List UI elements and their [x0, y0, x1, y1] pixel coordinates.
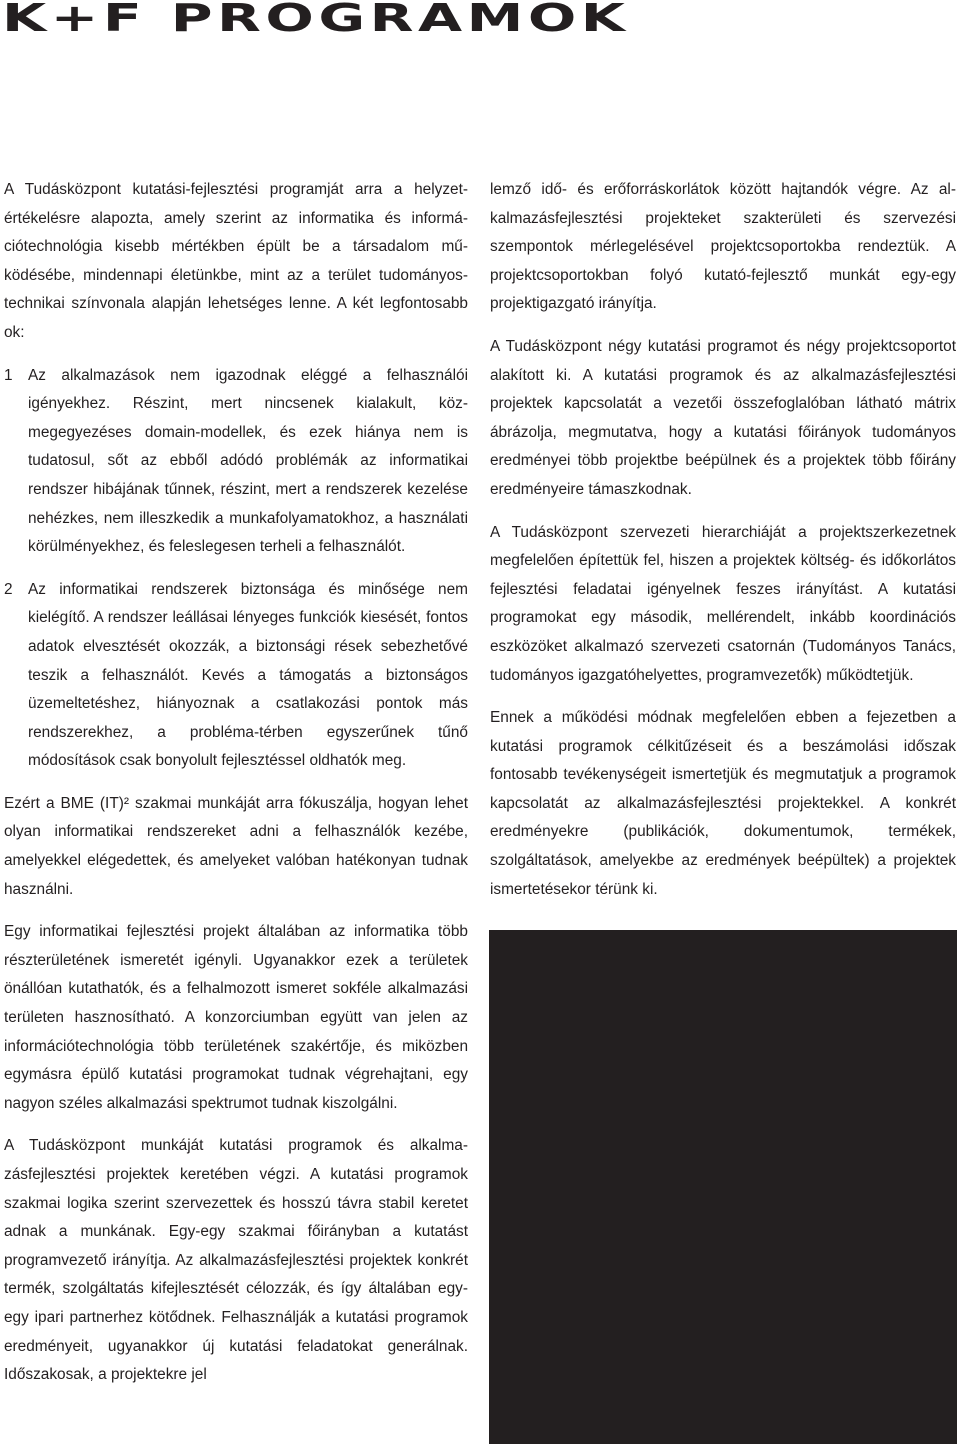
list-item-text: Az informatikai rendszerek biztonsága és minősége nem kielégítő. A rendszer leállásai lényeges funkciók kiesését, fontos adatok elvesztését okozzák, a biztonsági rések sebezhetővé teszik a felhasználót. Kevés a támogatás a biztonságos üzemeltetéshez, hiányoznak a csatlakozási pontok más rendszerekhez, a probléma-térben egyszerűnek tűnő módosítások csak bonyolult fejlesztéssel oldhatók meg.: [28, 580, 468, 770]
body-paragraph: A Tudásközpont szervezeti hierarchiáját a projektszerkezetnek megfelelően építettük fel, hiszen a projektek költség- és időkorlátos fejlesztési feladatai igényelnek feszes irányítást. A kutatási programokat egy második, mellérendelt, inkább koordinációs eszközöket alkalmazó szervezeti csatornán (Tudományos Tanács, tudományos igazgatóhelyettes, programvezetők) működtetjük.: [490, 523, 956, 684]
left-column: [4, 176, 468, 1404]
list-item-number: 2: [4, 580, 13, 598]
list-item-number: 1: [4, 366, 13, 384]
body-paragraph: Ezért a BME (IT)² szakmai munkáját arra fókuszálja, hogyan lehet olyan informatikai rendszereket adni a felhasználók kezébe, amelyekkel elégedettek, és amelyeket valóban hatékonyan tudnak használni.: [4, 794, 468, 898]
body-paragraph: lemző idő- és erőforráskorlátok között hajtandók végre. Az alkalmazásfejlesztési projekteket szakterületi és szervezési szempontok mérlegelésével projektcsoportokba rendeztük. A projektcsoportokban folyó kutató-fejlesztő munkát egy-egy projektigazgató irányítja.: [490, 181, 956, 313]
list-item: [4, 576, 468, 776]
page-title: K+F PROGRAMOK: [2, 0, 630, 40]
body-paragraph: A Tudásközpont négy kutatási programot és négy projektcsoportot alakított ki. A kutatási programok és az alkalmazásfejlesztési projektek kapcsolatát a vezetői összefoglalóban látható mátrix ábrázolja, megmutatva, hogy a kutatási főirányok tudományos eredményei több projektbe beépülnek és a projektek több főirány eredményeire támaszkodnak.: [490, 337, 956, 498]
list-item: [4, 362, 468, 562]
body-paragraph: A Tudásközpont munkáját kutatási programok és alkalmazásfejlesztési projektek keretében végzi. A kutatási programok szakmai logika szerint szervezettek és hosszú távra stabil keretet adnak a munkának. Egy-egy szakmai főirányban a kutatást programvezető irányítja. Az alkalmazásfejlesztési projektek konkrét termék, szolgáltatás kifejlesztését célozzák, és így általában egy-egy ipari partnerhez kötődnek. Felhasználják a kutatási programok eredményeit, ugyanakkor új kutatási feladatokat generálnak. Időszakosak, a projektekre jel: [4, 1137, 468, 1384]
black-image-block: [489, 930, 957, 1444]
intro-paragraph: A Tudásközpont kutatási-fejlesztési programját arra a helyzetértékelésre alapozta, amely szerint az informatika és információtechnológia kisebb mértékben épült be a társadalom működésébe, mindennapi életünkbe, mint az a terület tudományos-technikai színvonala alapján lehetséges lenne. A két legfontosabb ok:: [4, 181, 468, 341]
body-paragraph: Ennek a működési módnak megfelelően ebben a fejezetben a kutatási programok célkitűzéseit és a beszámolási időszak fontosabb tevékenységeit ismertetjük és megmutatjuk a programok kapcsolatát az alkalmazásfejlesztési projektekkel. A konkrét eredményekre (publikációk, dokumentumok, termékek, szolgáltatások, amelyekbe az eredmények beépültek) a projektek ismertetésekor térünk ki.: [490, 709, 956, 898]
body-paragraph: Egy informatikai fejlesztési projekt általában az informatika több részterületének ismeretét igényli. Ugyanakkor ezek a területek önállóan kutathatók, és a felhalmozott ismeret sokféle alkalmazási területen hasznosítható. A konzorciumban együtt van jelen az információtechnológia több területének szakértője, és miközben egymásra épülő kutatási programokat tudnak végrehajtani, egy nagyon széles alkalmazási spektrumot tudnak kiszolgálni.: [4, 923, 468, 1112]
right-column: [490, 176, 956, 918]
list-item-text: Az alkalmazások nem igazodnak eléggé a felhasználói igényekhez. Részint, mert nincsenek kialakult, közmegegyezéses domain-modellek, és ezek hiánya nem is tudatosul, sőt az ebből adódó problémák az informatikai rendszer hibájának tűnnek, részint, mert a rendszerek kezelése nehézkes, nem illeszkedik a munkafolyamatokhoz, a használati körülményekhez, és feleslegesen terheli a felhasználót.: [28, 366, 468, 556]
